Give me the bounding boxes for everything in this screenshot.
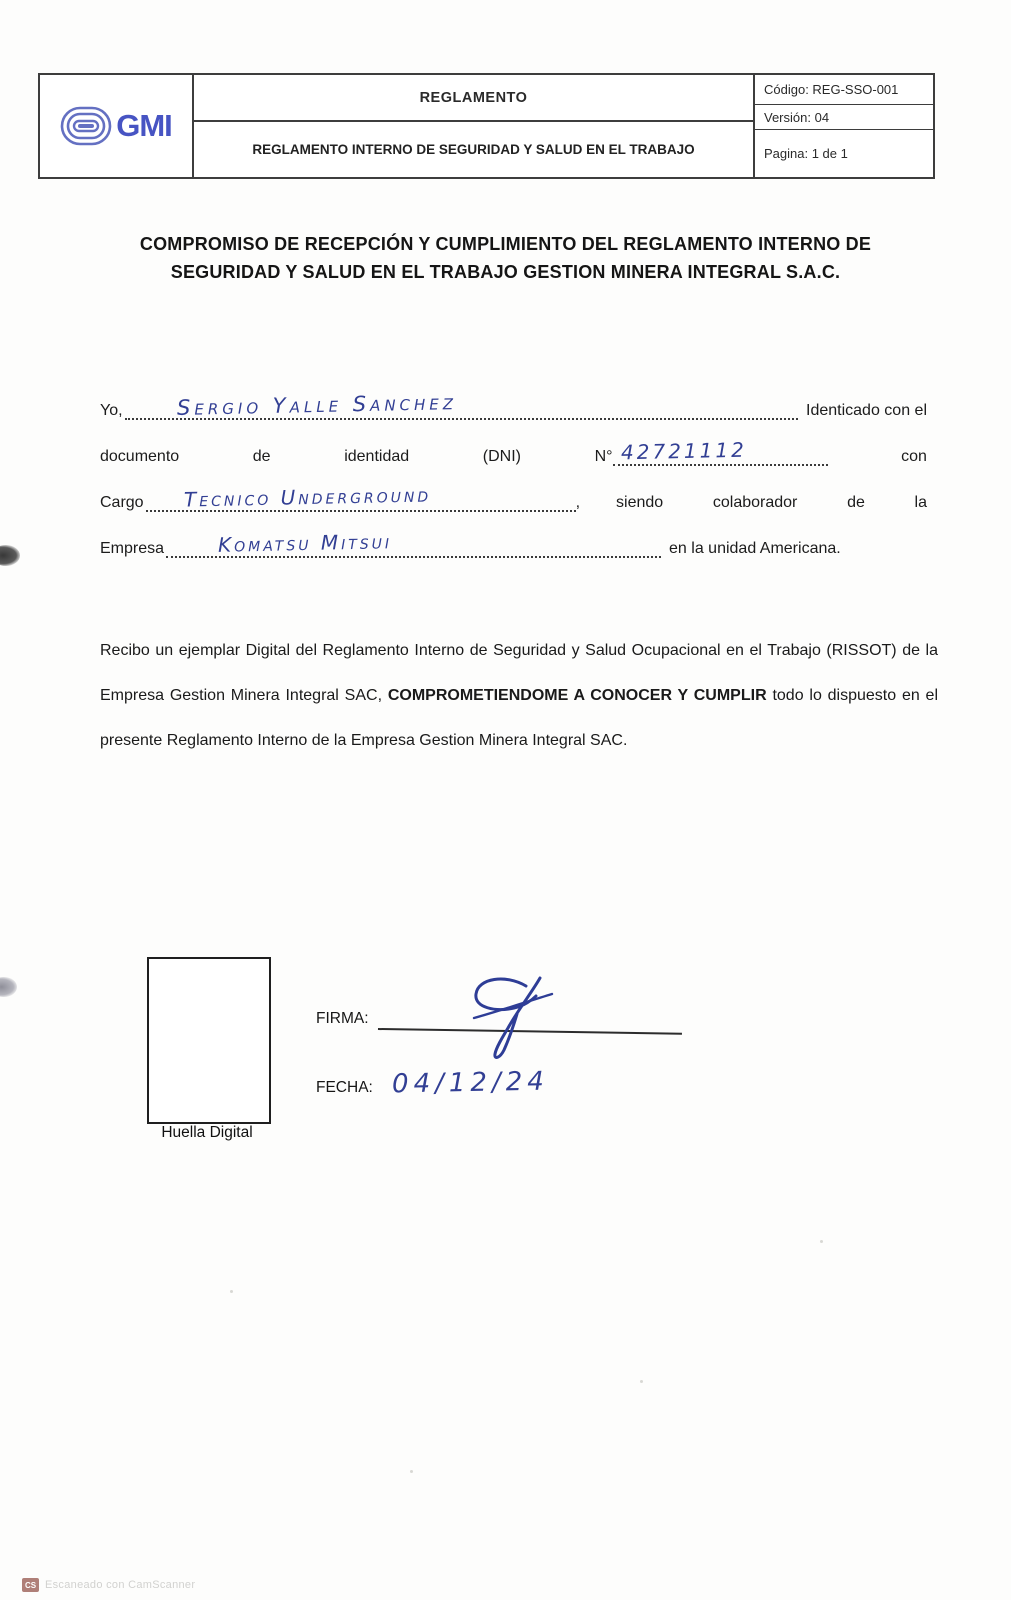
camscanner-badge-icon: CS	[22, 1578, 39, 1592]
cargo-suffix	[616, 494, 927, 512]
paragraph-part1: Recibo un ejemplar Digital del Reglamento Interno de Seguridad y Salud Ocupacional en el Trabajo (RISSOT) de la Empresa Gestion Minera Integral SAC,	[100, 642, 938, 704]
word-colaborador: colaborador	[712, 494, 798, 511]
document-title: COMPROMISO DE RECEPCIÓN Y CUMPLIMIENTO DEL REGLAMENTO INTERNO DE SEGURIDAD Y SALUD EN EL TRABAJO GESTION MINERA INTEGRAL S.A.C.	[139, 234, 872, 282]
header-middle-cell	[194, 75, 753, 177]
word-dni: (DNI)	[482, 448, 521, 465]
scan-speck	[230, 1290, 233, 1293]
form-line-empresa	[100, 529, 927, 558]
gmi-logo-icon	[60, 106, 112, 146]
word-siendo: siendo	[616, 494, 664, 511]
logo-cell	[40, 75, 194, 177]
empresa-field	[166, 529, 661, 558]
form-line-dni	[100, 437, 927, 466]
scan-speck	[640, 1380, 643, 1383]
paragraph-part2: todo lo dispuesto en el presente Reglamento Interno de la Empresa Gestion Minera Integral SAC.	[100, 687, 939, 749]
dni-handwritten-value: 42721112	[620, 437, 747, 465]
word-la: la	[914, 494, 927, 511]
cargo-label: Cargo	[100, 494, 144, 511]
empresa-handwritten-value: Komatsu Mitsui	[217, 529, 393, 557]
signature-scribble	[448, 972, 558, 1064]
empresa-label: Empresa	[100, 540, 165, 557]
doc-subtitle: REGLAMENTO INTERNO DE SEGURIDAD Y SALUD EN EL TRABAJO	[252, 142, 695, 157]
header-right-cell	[753, 75, 933, 177]
cargo-comma: ,	[575, 494, 581, 511]
doc-page: Pagina: 1 de 1	[764, 146, 848, 161]
camscanner-text: Escaneado con CamScanner	[45, 1579, 196, 1591]
word-documento: documento	[100, 448, 180, 465]
doc-type: REGLAMENTO	[194, 75, 753, 122]
form-line-cargo	[100, 482, 927, 512]
scan-artifact-blob-top	[0, 545, 20, 566]
scan-speck	[410, 1470, 413, 1473]
dni-number-zone	[594, 437, 828, 466]
word-identidad: identidad	[344, 448, 410, 465]
word-de: de	[252, 448, 271, 465]
scan-speck	[820, 1240, 823, 1243]
header-table	[38, 73, 935, 179]
name-handwritten-value: Sergio Yalle Sanchez	[176, 390, 457, 420]
identified-suffix: Identicado con el	[806, 402, 927, 419]
doc-version: Versión: 04	[755, 105, 933, 130]
form-section	[100, 390, 927, 578]
name-field	[125, 390, 798, 420]
camscanner-watermark	[22, 1578, 195, 1592]
scan-artifact-blob-bottom	[0, 977, 17, 997]
doc-code: Código: REG-SSO-001	[755, 75, 933, 105]
fingerprint-caption: Huella Digital	[161, 1124, 253, 1141]
word-de2: de	[847, 494, 865, 511]
firma-label: FIRMA:	[316, 1010, 369, 1027]
cargo-handwritten-value: Tecnico Underground	[183, 482, 431, 512]
fecha-label: FECHA:	[316, 1079, 373, 1096]
n-label: N°	[594, 448, 613, 465]
empresa-suffix: en la unidad Americana.	[669, 540, 841, 557]
paragraph-bold: COMPROMETIENDOME A CONOCER Y CUMPLIR	[387, 687, 767, 704]
form-line-name	[100, 390, 927, 420]
dni-field	[613, 437, 828, 466]
yo-label: Yo,	[100, 402, 123, 419]
cargo-field	[146, 482, 576, 512]
fecha-handwritten-value: 04/12/24	[391, 1066, 550, 1100]
word-con: con	[901, 448, 927, 465]
logo-text: GMI	[116, 108, 172, 143]
commitment-paragraph	[100, 628, 938, 763]
fingerprint-box	[147, 957, 271, 1124]
